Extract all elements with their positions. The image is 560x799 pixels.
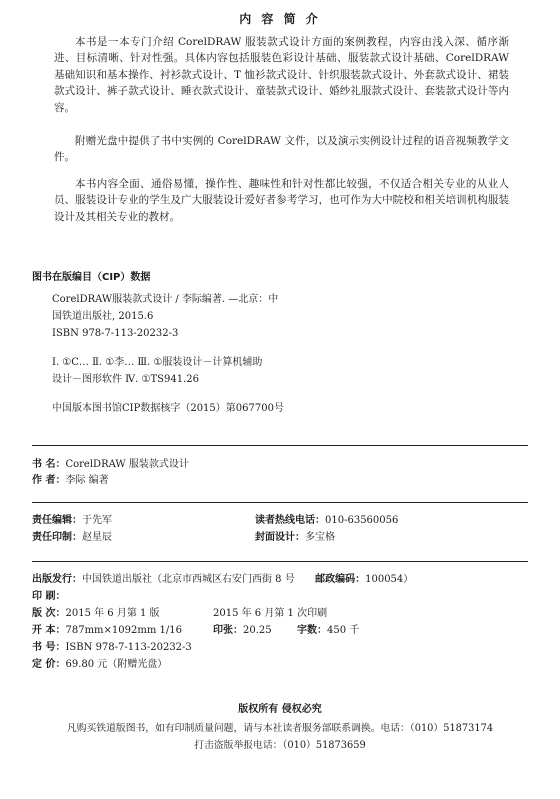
hotline-label: 读者热线电话： — [255, 515, 325, 526]
editor-row — [32, 513, 112, 528]
piracy-hotline: 打击盗版举报电话：（010）51873659 — [194, 740, 366, 751]
edition-label: 版 次： — [32, 608, 66, 619]
editor-value: 于先军 — [82, 515, 112, 526]
book-title-value: CorelDRAW 服装款式设计 — [65, 459, 189, 470]
intro-paragraph-3: 本书内容全面、通俗易懂，操作性、趣味性和针对性都比较强，不仅适合相关专业的从业人员、服装设计专业的学生及广大服装设计爱好者参考学习，也可作为大中院校和相关培训机构服装设计及其相关专业的教材。 — [54, 178, 509, 223]
publisher-label: 出版发行： — [32, 574, 82, 585]
cip-class-1: Ⅰ. ①C… Ⅱ. ①李… Ⅲ. ①服装设计－计算机辅助 — [52, 357, 263, 368]
book-author-label: 作 者： — [32, 475, 66, 486]
cover-design-label: 封面设计： — [255, 532, 305, 543]
printing-label: 印 刷： — [32, 591, 66, 602]
publisher-row — [32, 572, 413, 587]
book-author-value: 李际 编著 — [65, 475, 109, 486]
cip-heading: 图书在版编目（CIP）数据 — [32, 272, 151, 283]
isbn-row — [32, 640, 192, 655]
print-manager-label: 责任印制： — [32, 532, 82, 543]
divider-2 — [32, 502, 528, 503]
price-row — [32, 657, 167, 672]
sheets-label: 印张： — [213, 625, 243, 636]
format-row — [32, 623, 182, 638]
publisher-value: 中国铁道出版社（北京市西城区右安门西街 8 号 — [82, 574, 295, 585]
intro-title: 内 容 简 介 — [239, 12, 321, 26]
book-title-row — [32, 457, 189, 472]
cover-design-row — [255, 530, 335, 545]
cip-isbn: ISBN 978-7-113-20232-3 — [52, 328, 179, 339]
format-value: 787mm×1092mm 1/16 — [65, 625, 182, 636]
postcode-value: 100054） — [365, 574, 414, 585]
edition-row — [32, 606, 160, 621]
sheets-value: 20.25 — [243, 625, 272, 636]
editor-label: 责任编辑： — [32, 515, 82, 526]
format-label: 开 本： — [32, 625, 66, 636]
print-manager-row — [32, 530, 112, 545]
book-title-label: 书 名： — [32, 459, 66, 470]
cip-class-2: 设计－图形软件 Ⅳ. ①TS941.26 — [52, 374, 200, 385]
intro-paragraph-2: 附赠光盘中提供了书中实例的 CorelDRAW 文件，以及演示实例设计过程的语音视频教学文件。 — [54, 135, 509, 164]
intro-paragraph-1: 本书是一本专门介绍 CorelDRAW 服装款式设计方面的案例教程，内容由浅入深、循序渐进、目标清晰、针对性强。具体内容包括服装色彩设计基础、服装款式设计基础、CorelDRAW 基础知识和基本操作、衬衫款式设计、T 恤衫款式设计、针织服装款式设计、外套款式设计、裙装款式设计、裤子款式设计、睡衣款式设计、童装款式设计、婚纱礼服款式设计、套装款式设计等内容。 — [54, 36, 509, 114]
print-manager-value: 赵星辰 — [82, 532, 112, 543]
words-value: 450 千 — [327, 625, 360, 636]
printing-row — [32, 589, 65, 604]
hotline-value: 010-63560056 — [325, 515, 399, 526]
words-row — [297, 623, 359, 638]
edition-value: 2015 年 6 月第 1 版 — [65, 608, 160, 619]
divider-1 — [32, 445, 528, 446]
postcode-label: 邮政编码： — [315, 574, 366, 585]
price-label: 定 价： — [32, 659, 66, 670]
price-value: 69.80 元（附赠光盘） — [65, 659, 168, 670]
words-label: 字数： — [297, 625, 327, 636]
isbn-label: 书 号： — [32, 642, 66, 653]
cip-line-1: CorelDRAW服装款式设计 / 李际编著. —北京：中 — [52, 294, 279, 305]
book-author-row — [32, 473, 109, 488]
cip-record: 中国版本图书馆CIP数据核字（2015）第067700号 — [52, 403, 284, 414]
cover-design-value: 多宝格 — [305, 532, 335, 543]
impression-row — [213, 606, 327, 621]
divider-3 — [32, 561, 528, 562]
sheets-row — [213, 623, 272, 638]
copyright-title: 版权所有 侵权必究 — [238, 704, 322, 715]
hotline-row — [255, 513, 398, 528]
service-notice: 凡购买铁道版图书，如有印制质量问题，请与本社读者服务部联系调换。电话：（010）51873174 — [66, 723, 494, 734]
cip-line-2: 国铁道出版社, 2015.6 — [52, 311, 154, 322]
impression-value: 2015 年 6 月第 1 次印刷 — [213, 608, 328, 619]
isbn-value: ISBN 978-7-113-20232-3 — [65, 642, 192, 653]
